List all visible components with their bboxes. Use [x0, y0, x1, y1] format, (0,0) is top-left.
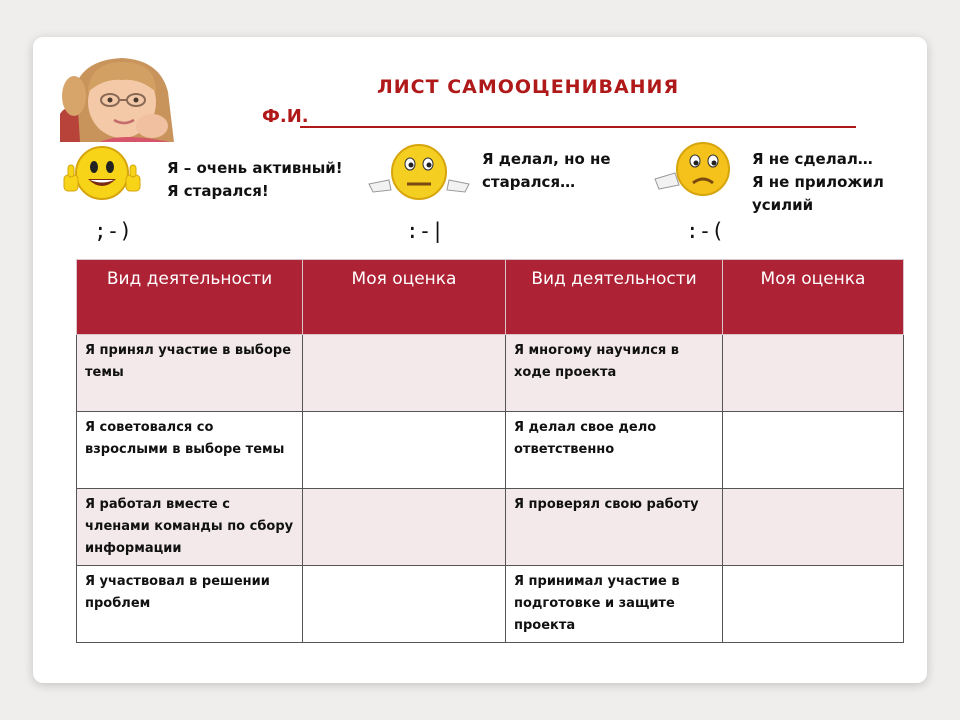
legend-caption-active: Я – очень активный! Я старался!: [167, 159, 343, 200]
name-field-line[interactable]: [300, 126, 856, 128]
grade-cell[interactable]: [303, 566, 506, 643]
grade-cell[interactable]: [303, 489, 506, 566]
activity-cell: Я проверял свою работу: [506, 489, 723, 566]
activity-cell: Я делал свое дело ответственно: [506, 412, 723, 489]
legend-caption-neutral: Я делал, но не старался…: [482, 150, 611, 191]
legend-emoticon-sad: :-(: [686, 219, 724, 243]
legend-emoticon-neutral: :-|: [406, 219, 444, 243]
table-row: [77, 412, 904, 489]
thumbs-up-smiley-icon: [60, 143, 144, 205]
name-field-label: Ф.И.: [262, 106, 309, 127]
legend-caption-sad: Я не сделал… Я не приложил усилий: [752, 150, 884, 214]
activity-cell: Я многому научился в ходе проекта: [506, 335, 723, 412]
header-activity-right: Вид деятельности: [506, 260, 723, 335]
activity-cell: Я принимал участие в подготовке и защите проекта: [506, 566, 723, 643]
grade-cell[interactable]: [723, 566, 904, 643]
page-title: ЛИСТ САМООЦЕНИВАНИЯ: [377, 76, 680, 98]
activity-cell: Я участвовал в решении проблем: [77, 566, 303, 643]
neutral-smiley-icon: [367, 140, 471, 204]
activity-cell: Я работал вместе с членами команды по сбору информации: [77, 489, 303, 566]
grade-cell[interactable]: [723, 489, 904, 566]
self-assessment-table: [76, 259, 904, 643]
table-row: [77, 489, 904, 566]
activity-cell: Я советовался со взрослыми в выборе темы: [77, 412, 303, 489]
activity-cell: Я принял участие в выборе темы: [77, 335, 303, 412]
header-grade-right: Моя оценка: [723, 260, 904, 335]
girl-photo: [60, 52, 198, 142]
grade-cell[interactable]: [303, 335, 506, 412]
grade-cell[interactable]: [303, 412, 506, 489]
grade-cell[interactable]: [723, 412, 904, 489]
legend-emoticon-active: ;-): [94, 219, 132, 243]
table-header-row: [77, 260, 904, 335]
grade-cell[interactable]: [723, 335, 904, 412]
table-row: [77, 566, 904, 643]
table-row: [77, 335, 904, 412]
header-grade-left: Моя оценка: [303, 260, 506, 335]
sad-smiley-icon: [653, 139, 737, 203]
header-activity-left: Вид деятельности: [77, 260, 303, 335]
